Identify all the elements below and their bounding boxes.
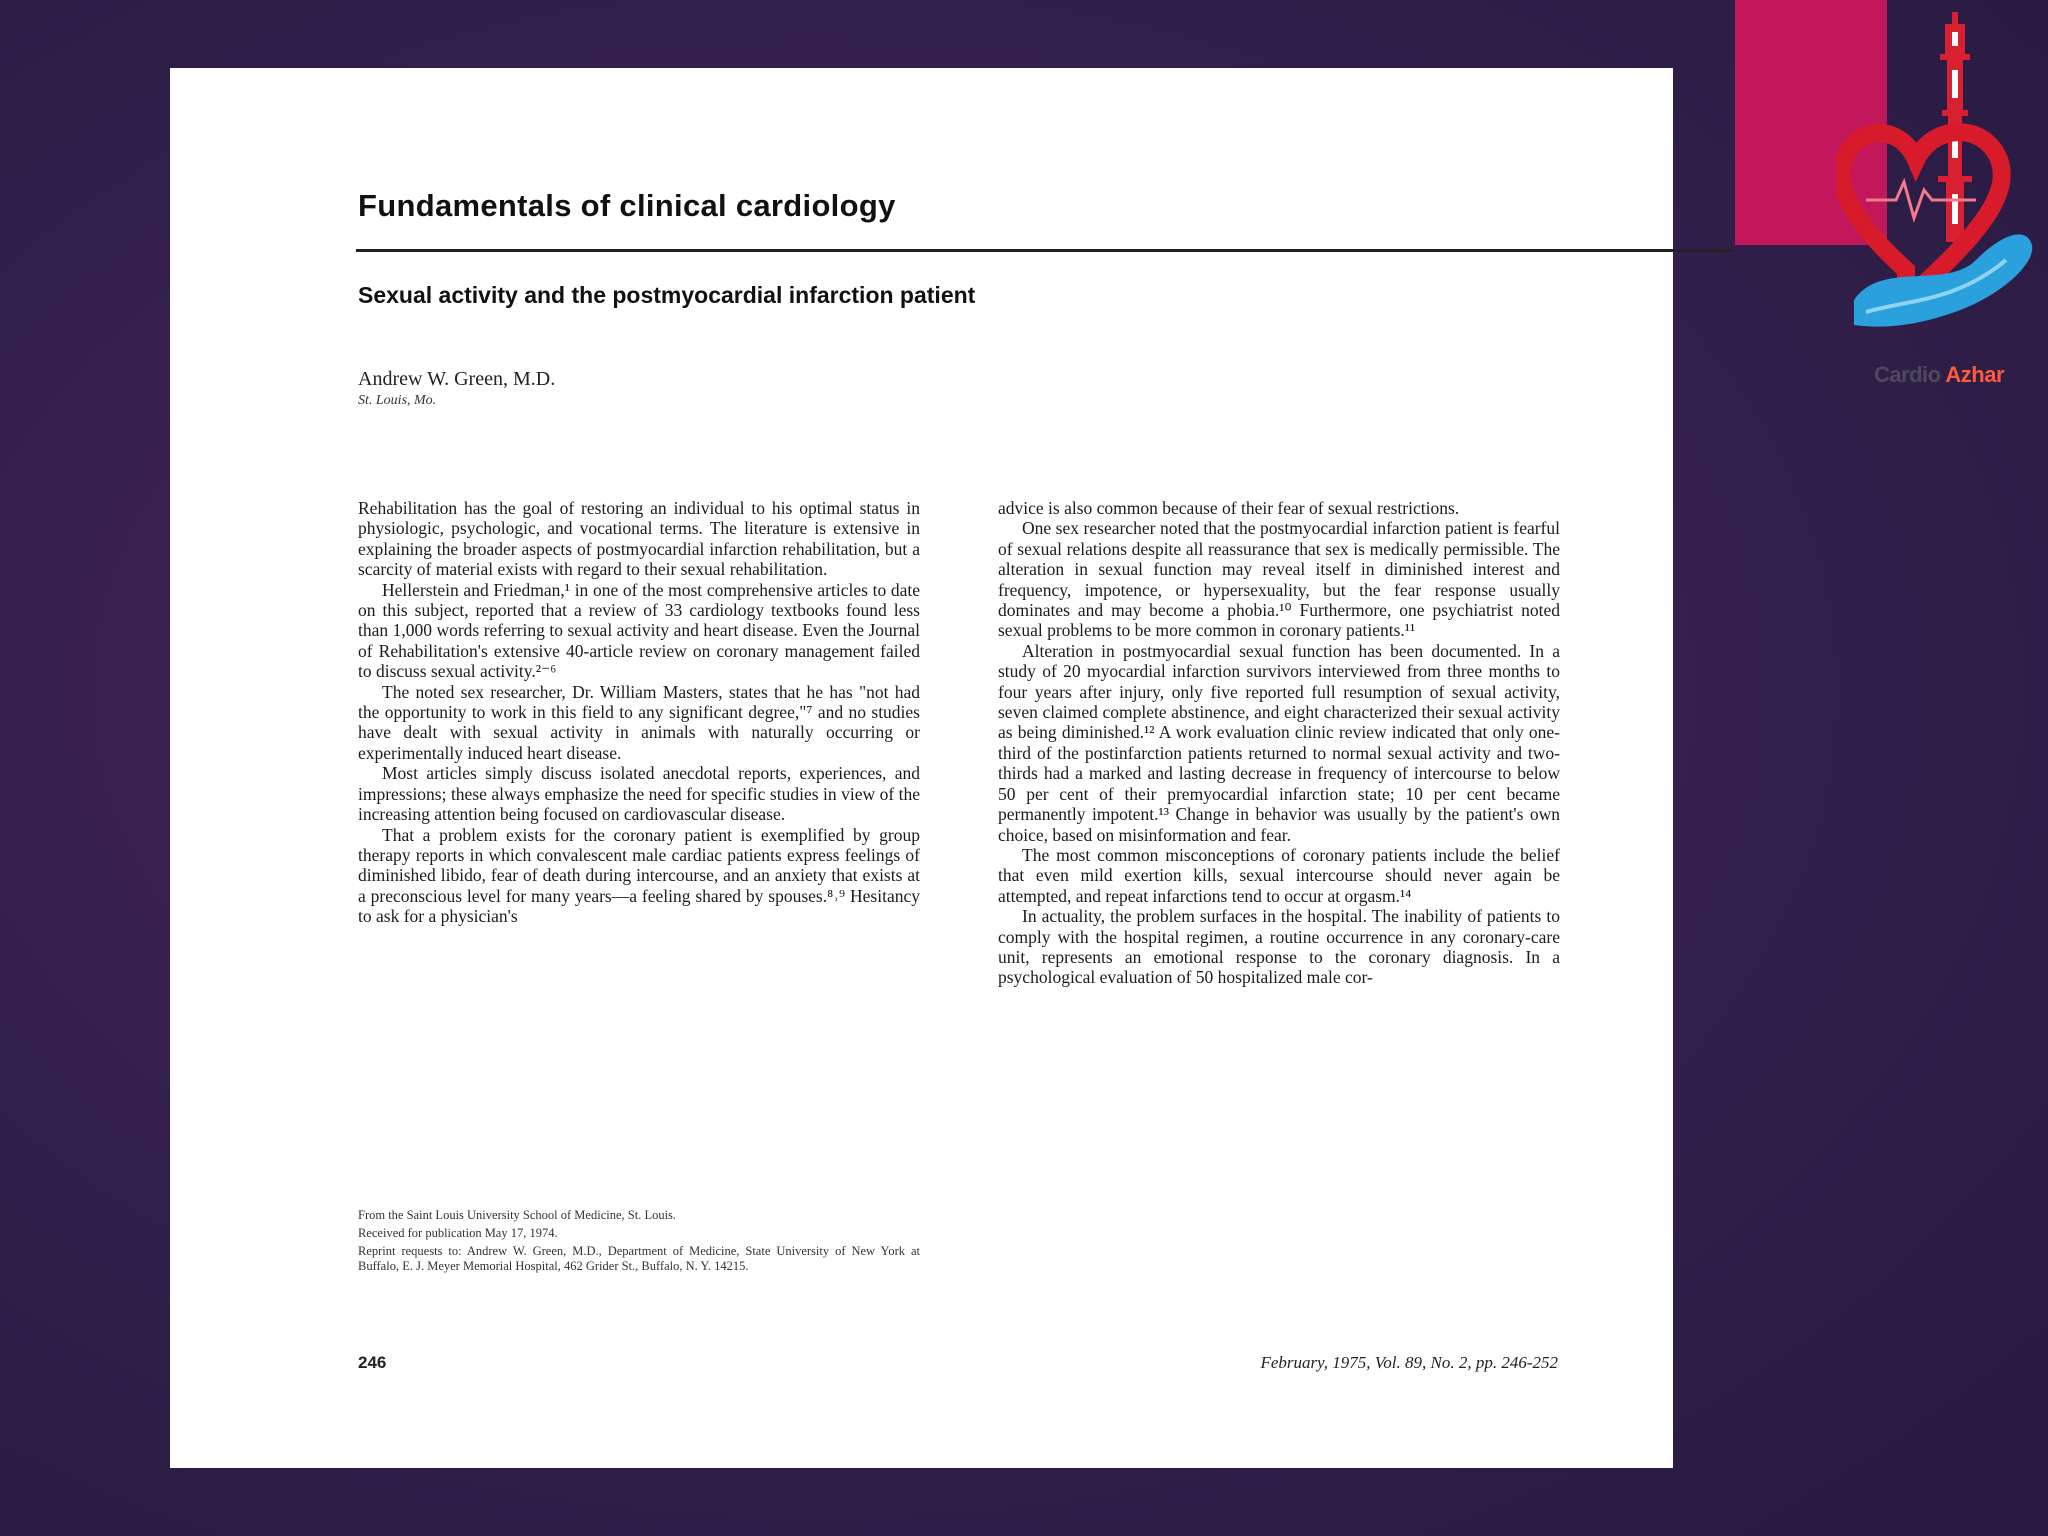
paragraph: Rehabilitation has the goal of restoring an individual to his optimal status in physiologic, psychologic, and vocational terms. The literature is extensive in explaining the broader aspects of postmyocardial infarction rehabilitation, but a scarcity of material exists with regard to their sexual rehabilitation. xyxy=(358,498,920,580)
logo-text-azhar: Azhar xyxy=(1945,362,2005,387)
footnote-institution: From the Saint Louis University School of Medicine, St. Louis. xyxy=(358,1208,677,1222)
cardio-azhar-logo xyxy=(1836,10,2042,390)
paragraph: That a problem exists for the coronary patient is exemplified by group therapy reports in which convalescent male cardiac patients express feelings of diminished libido, fear of death during intercourse, and an anxiety that exists at a preconscious level for many years—a feeling shared by spouses.⁸˒⁹ Hesitancy to ask for a physician's xyxy=(358,824,920,927)
author-name: Andrew W. Green, M.D. xyxy=(358,368,556,390)
journal-citation: February, 1975, Vol. 89, No. 2, pp. 246-252 xyxy=(1260,1353,1558,1372)
logo-text xyxy=(1836,362,2042,388)
heart-hand-tower-icon xyxy=(1836,10,2042,360)
author-location: St. Louis, Mo. xyxy=(358,393,437,408)
paragraph: In actuality, the problem surfaces in the hospital. The inability of patients to comply with the hospital regimen, a routine occurrence in any coronary-care unit, represents an emotional response to the coronary diagnosis. In a psychological evaluation of 50 hospitalized male cor- xyxy=(998,906,1560,988)
article-title: Sexual activity and the postmyocardial infarction patient xyxy=(358,282,976,308)
logo-text-cardio: Cardio xyxy=(1873,362,1941,387)
paragraph: The noted sex researcher, Dr. William Masters, states that he has "not had the opportunity to work in this field to any significant degree,"⁷ and no studies have dealt with sexual activity in animals with naturally occurring or experimentally induced heart disease. xyxy=(358,681,920,763)
right-text-column xyxy=(998,498,1560,988)
footnote-received: Received for publication May 17, 1974. xyxy=(358,1226,558,1240)
paragraph: Alteration in postmyocardial sexual function has been documented. In a study of 20 myocardial infarction survivors interviewed from three months to four years after injury, only five reported full resumption of sexual activity, seven claimed complete abstinence, and eight characterized their sexual activity as being diminished.¹² A work evaluation clinic review indicated that only one-third of the postinfarction patients returned to normal sexual activity and two-thirds had a marked and lasting decrease in frequency of intercourse to below 50 per cent of their premyocardial infarction state; 10 per cent became permanently impotent.¹³ Change in behavior was usually by the patient's own choice, based on misinformation and fear. xyxy=(998,640,1560,845)
left-text-column xyxy=(358,498,920,927)
page-number: 246 xyxy=(358,1353,387,1372)
paragraph: One sex researcher noted that the postmyocardial infarction patient is fearful of sexual relations despite all reassurance that sex is medically permissible. The alteration in sexual function may reveal itself in diminished interest and frequency, impotence, or hypersexuality, but the fear response usually dominates and may become a phobia.¹⁰ Furthermore, one psychiatrist noted sexual problems to be more common in coronary patients.¹¹ xyxy=(998,518,1560,641)
paragraph: The most common misconceptions of coronary patients include the belief that even mild exertion kills, sexual intercourse should never again be attempted, and repeat infarctions tend to occur at orgasm.¹⁴ xyxy=(998,844,1560,906)
journal-section-title: Fundamentals of clinical cardiology xyxy=(358,188,896,223)
article-page xyxy=(170,68,1673,1468)
paragraph: Hellerstein and Friedman,¹ in one of the most comprehensive articles to date on this subject, reported that a review of 33 cardiology textbooks found less than 1,000 words referring to sexual activity and heart disease. Even the Journal of Rehabilitation's extensive 40-article review on coronary management failed to discuss sexual activity.²⁻⁶ xyxy=(358,579,920,682)
paragraph: advice is also common because of their fear of sexual restrictions. xyxy=(998,498,1460,518)
title-rule-divider xyxy=(356,249,1732,252)
paragraph: Most articles simply discuss isolated anecdotal reports, experiences, and impressions; these always emphasize the need for specific studies in view of the increasing attention being focused on cardiovascular disease. xyxy=(358,763,920,825)
footnote-reprint: Reprint requests to: Andrew W. Green, M.D., Department of Medicine, State University of New York at Buffalo, E. J. Meyer Memorial Hospital, 462 Grider St., Buffalo, N. Y. 14215. xyxy=(358,1244,920,1273)
footnotes xyxy=(358,1208,920,1277)
